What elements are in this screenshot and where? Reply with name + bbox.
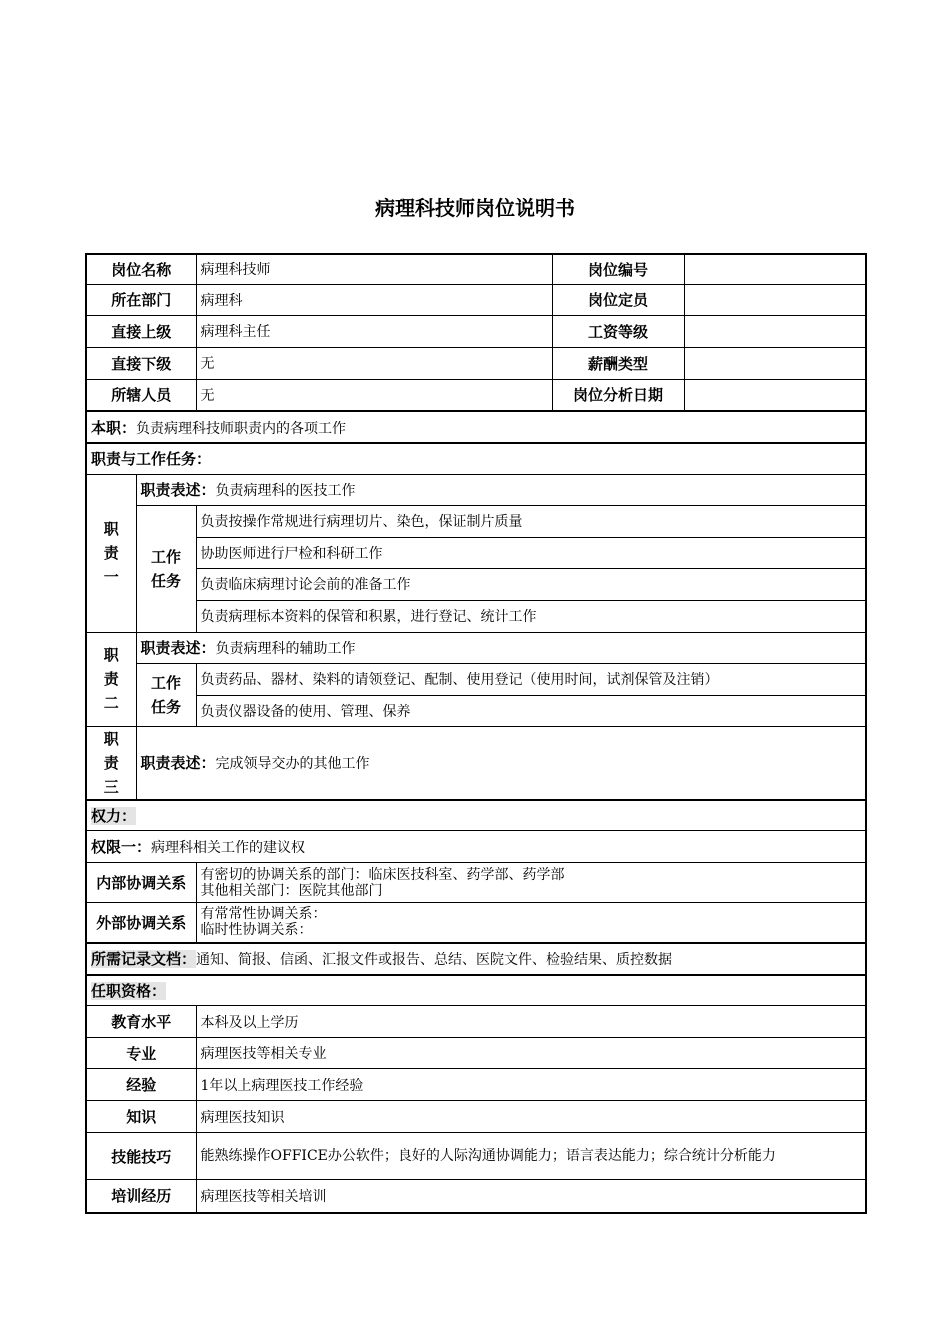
duty-1-statement — [136, 474, 866, 505]
records-text: 通知、简报、信函、汇报文件或报告、总结、医院文件、检验结果、质控数据 — [196, 952, 673, 968]
duty-1-task-2: 协助医师进行尸检和科研工作 — [196, 537, 866, 568]
label-superior: 直接上级 — [86, 315, 196, 347]
duty-2-task-2: 负责仪器设备的使用、管理、保养 — [196, 695, 866, 726]
power-header-row — [86, 800, 866, 831]
main-duty-label: 本职： — [91, 418, 137, 437]
value-position-name: 病理科技师 — [196, 254, 552, 284]
qualification-label-skills: 技能技巧 — [86, 1133, 196, 1180]
duty-1-task-label-line1: 工作 — [151, 547, 182, 566]
qualification-value-knowledge: 病理医技知识 — [196, 1101, 866, 1133]
qualification-label-knowledge: 知识 — [86, 1101, 196, 1133]
external-coordination-label: 外部协调关系 — [86, 903, 196, 943]
label-position-code: 岗位编号 — [552, 254, 684, 284]
qualification-value-major: 病理医技等相关专业 — [196, 1038, 866, 1069]
power-limit-text: 病理科相关工作的建议权 — [151, 840, 306, 856]
label-quota: 岗位定员 — [552, 284, 684, 315]
value-position-code — [684, 254, 866, 284]
duty-3-char-2: 责 — [103, 753, 119, 772]
qualification-value-education: 本科及以上学历 — [196, 1006, 866, 1038]
value-pay-type — [684, 347, 866, 379]
duty-1-char-1: 职 — [103, 520, 119, 538]
label-analysis-date: 岗位分析日期 — [552, 379, 684, 411]
duty-1-task-label — [136, 505, 196, 632]
duty-2-char-1: 职 — [103, 646, 119, 664]
value-staff: 无 — [196, 379, 552, 411]
external-coordination-line2: 临时性协调关系： — [200, 922, 313, 939]
duty-3-statement-label: 职责表述： — [140, 754, 216, 772]
job-description-table — [85, 253, 867, 1214]
label-department: 所在部门 — [86, 284, 196, 315]
internal-coordination-line2: 其他相关部门：医院其他部门 — [200, 882, 383, 899]
internal-coordination-value — [196, 863, 866, 903]
power-limit-label: 权限一： — [91, 838, 152, 856]
value-subordinate: 无 — [196, 347, 552, 379]
duty-1-statement-label: 职责表述： — [140, 481, 216, 499]
duties-header: 职责与工作任务： — [86, 443, 866, 474]
value-superior: 病理科主任 — [196, 315, 552, 347]
duty-2-char-3: 二 — [103, 694, 119, 712]
value-analysis-date — [684, 379, 866, 411]
power-header: 权力： — [91, 806, 137, 825]
duty-2-statement — [136, 632, 866, 663]
value-department: 病理科 — [196, 284, 552, 315]
qualification-label-experience: 经验 — [86, 1069, 196, 1101]
duty-1-char-2: 责 — [103, 544, 119, 562]
duty-1-label — [86, 474, 136, 632]
duty-2-task-label-line2: 任务 — [151, 697, 182, 716]
records-label: 所需记录文档： — [91, 950, 197, 968]
qualification-value-experience: 1年以上病理医技工作经验 — [196, 1069, 866, 1101]
duty-2-char-2: 责 — [103, 670, 119, 688]
duty-1-task-label-line2: 任务 — [151, 571, 182, 590]
qualification-label-major: 专业 — [86, 1038, 196, 1069]
duty-2-statement-text: 负责病理科的辅助工作 — [215, 641, 356, 657]
records-row — [86, 943, 866, 975]
duty-1-task-4: 负责病理标本资料的保管和积累，进行登记、统计工作 — [196, 600, 866, 632]
duty-2-statement-label: 职责表述： — [140, 639, 216, 657]
value-quota — [684, 284, 866, 315]
duty-1-task-3: 负责临床病理讨论会前的准备工作 — [196, 568, 866, 600]
qualification-header-row — [86, 975, 866, 1006]
label-staff: 所辖人员 — [86, 379, 196, 411]
duty-2-task-label — [136, 663, 196, 726]
external-coordination-line1: 有常常性协调关系： — [200, 906, 327, 923]
label-salary-grade: 工资等级 — [552, 315, 684, 347]
page-title: 病理科技师岗位说明书 — [375, 196, 575, 220]
qualification-label-training: 培训经历 — [86, 1180, 196, 1213]
qualification-value-skills: 能熟练操作OFFICE办公软件；良好的人际沟通协调能力；语言表达能力；综合统计分析能力 — [196, 1133, 866, 1180]
duty-1-task-1: 负责按操作常规进行病理切片、染色，保证制片质量 — [196, 505, 866, 537]
power-limit-row — [86, 831, 866, 863]
label-position-name: 岗位名称 — [86, 254, 196, 284]
internal-coordination-label: 内部协调关系 — [86, 863, 196, 903]
internal-coordination-line1: 有密切的协调关系的部门：临床医技科室、药学部、药学部 — [200, 866, 565, 883]
duty-1-statement-text: 负责病理科的医技工作 — [215, 483, 356, 499]
duty-3-char-3: 三 — [103, 777, 119, 796]
qualification-header: 任职资格： — [91, 981, 167, 1000]
value-salary-grade — [684, 315, 866, 347]
label-subordinate: 直接下级 — [86, 347, 196, 379]
duty-3-label — [86, 726, 136, 800]
label-pay-type: 薪酬类型 — [552, 347, 684, 379]
external-coordination-value — [196, 903, 866, 943]
main-duty-row — [86, 411, 866, 443]
duty-3-statement — [136, 726, 866, 800]
duty-2-task-1: 负责药品、器材、染料的请领登记、配制、使用登记（使用时间，试剂保管及注销） — [196, 663, 866, 695]
duty-3-char-1: 职 — [103, 729, 119, 748]
duty-2-task-label-line1: 工作 — [151, 673, 182, 692]
duty-3-statement-text: 完成领导交办的其他工作 — [215, 756, 370, 772]
qualification-label-education: 教育水平 — [86, 1006, 196, 1038]
duty-1-char-3: 一 — [103, 568, 119, 586]
qualification-value-training: 病理医技等相关培训 — [196, 1180, 866, 1213]
duty-2-label — [86, 632, 136, 726]
main-duty-text: 负责病理科技师职责内的各项工作 — [136, 420, 347, 437]
